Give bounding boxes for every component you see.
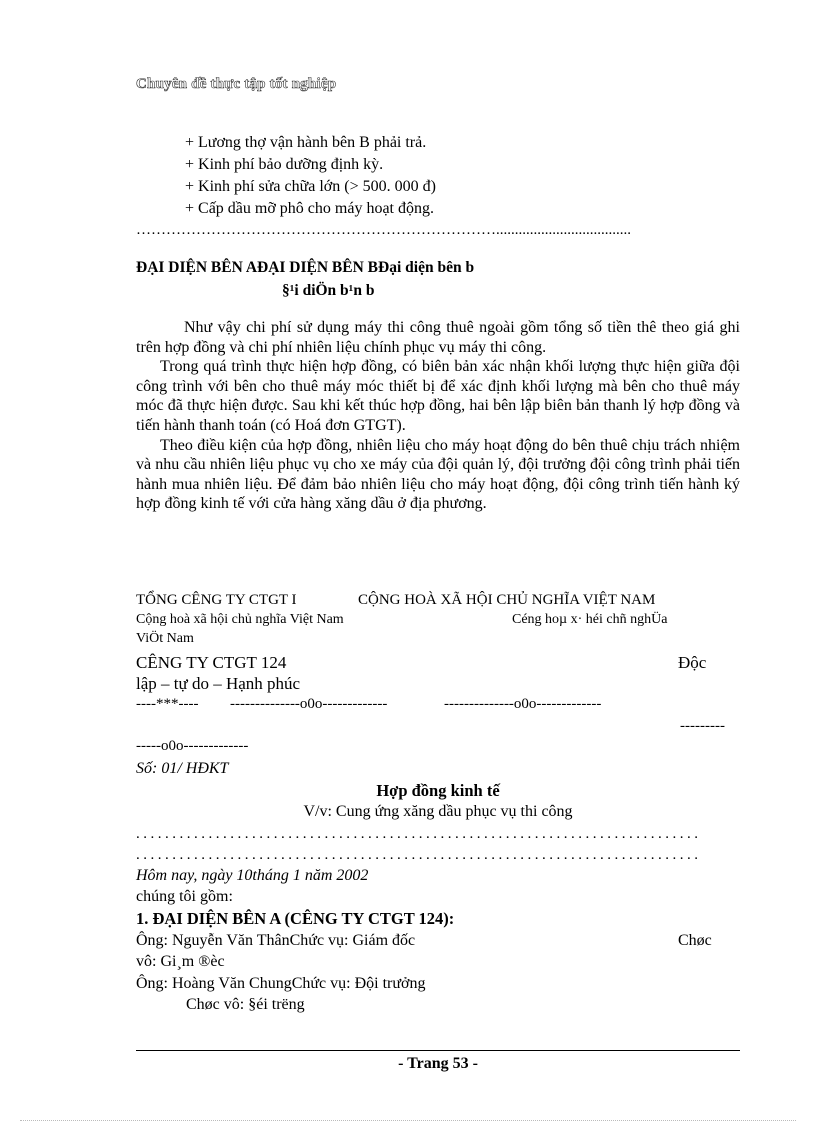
contract-subject: V/v: Cung ứng xăng dầu phục vụ thi công: [303, 803, 573, 820]
bullet-item: + Lương thợ vận hành bên B phải trả.: [185, 134, 427, 151]
dotted-row: ..............................................................................: [136, 847, 702, 863]
representatives-line: ĐẠI DIỆN BÊN AĐẠI DIỆN BÊN BĐại diện bên b: [136, 259, 475, 276]
person-2: Ông: Hoàng Văn ChungChức vụ: Đội trưởng: [136, 975, 426, 992]
representatives-line-garbled: §¹i diÖn b¹n b: [282, 282, 375, 299]
person-1: Ông: Nguyễn Văn ThânChức vụ: Giám đốc: [136, 932, 416, 949]
we-consist: chúng tôi gồm:: [136, 888, 233, 905]
dotted-row: ..............................................................................: [136, 826, 702, 842]
separator-left: ----***----: [136, 696, 199, 712]
sub-right: Céng hoµ x· héi chñ nghÜa: [512, 612, 668, 627]
separator-tail: ---------: [680, 718, 725, 734]
sub-left: Cộng hoà xã hội chủ nghĩa Việt Nam: [136, 612, 344, 627]
party-a-heading: 1. ĐẠI DIỆN BÊN A (CÊNG TY CTGT 124):: [136, 909, 455, 928]
separator-continued: -----o0o-------------: [136, 738, 249, 754]
paragraph: Theo điều kiện của hợp đồng, nhiên liệu cho máy hoạt động do bên thuê chịu trách nhiệm và nhu cầu nhiên liệu phục vụ cho xe máy của đội quản lý, đội trưởng đội công trình phải tiến hành mua nhiên liệu. Để đảm bảo nhiên liệu cho máy hoạt động, đội công trình tiến hành ký hợp đồng kinh tế với cửa hàng xăng dầu ở địa phương.: [136, 436, 740, 513]
paragraph: Như vậy chi phí sử dụng máy thi công thuê ngoài gồm tổng số tiền thê theo giá ghi trên hợp đồng và chi phí nhiên liệu chính phục vụ máy thi công.: [136, 319, 740, 356]
separator-mid: --------------o0o-------------: [230, 696, 388, 712]
motto: lập – tự do – Hạnh phúc: [136, 674, 301, 693]
paragraph: Trong quá trình thực hiện hợp đồng, có biên bản xác nhận khối lượng thực hiện giữa đội công trình với bên cho thuê máy móc thiết bị để xác định khối lượng mà bên cho thuê máy móc đã thực hiện được. Sau khi kết thúc hợp đồng, hai bên lập biên bản thanh lý hợp đồng và tiến hành thanh toán (có Hoá đơn GTGT).: [136, 358, 740, 434]
contract-date: Hôm nay, ngày 10tháng 1 năm 2002: [136, 867, 369, 884]
footer-rule: [136, 1050, 740, 1051]
company-name: CÊNG TY CTGT 124: [136, 653, 287, 672]
page-number: - Trang 53 -: [398, 1055, 478, 1072]
bullet-item: + Cấp dầu mỡ phô cho máy hoạt động.: [185, 200, 434, 217]
person-2-continued: Chøc vô: §éi trëng: [186, 996, 305, 1013]
contract-title: Hợp đồng kinh tế: [376, 781, 500, 800]
page-edge: [20, 1120, 796, 1121]
bullet-item: + Kinh phí sửa chữa lớn (> 500. 000 đ): [185, 178, 436, 195]
bullet-item: + Kinh phí bảo dưỡng định kỳ.: [185, 156, 384, 173]
contract-number: Số: 01/ HĐKT: [136, 760, 229, 777]
sub-continued: ViÖt Nam: [136, 631, 194, 646]
org-right: CỘNG HOÀ XÃ HỘI CHỦ NGHĨA VIỆT NAM: [358, 592, 656, 608]
body-paragraphs: [136, 318, 740, 514]
document-header: Chuyên đề thực tập tốt nghiệp: [136, 76, 337, 92]
person-1-tail: Chøc: [678, 932, 712, 949]
doc-word: Độc: [678, 653, 707, 672]
person-1-continued: vô: Gi¸m ®èc: [136, 953, 225, 970]
dotted-separator: ………………………………………………………………....................................: [136, 222, 631, 238]
separator-right: --------------o0o-------------: [444, 696, 602, 712]
org-left: TỔNG CÊNG TY CTGT I: [136, 592, 297, 608]
